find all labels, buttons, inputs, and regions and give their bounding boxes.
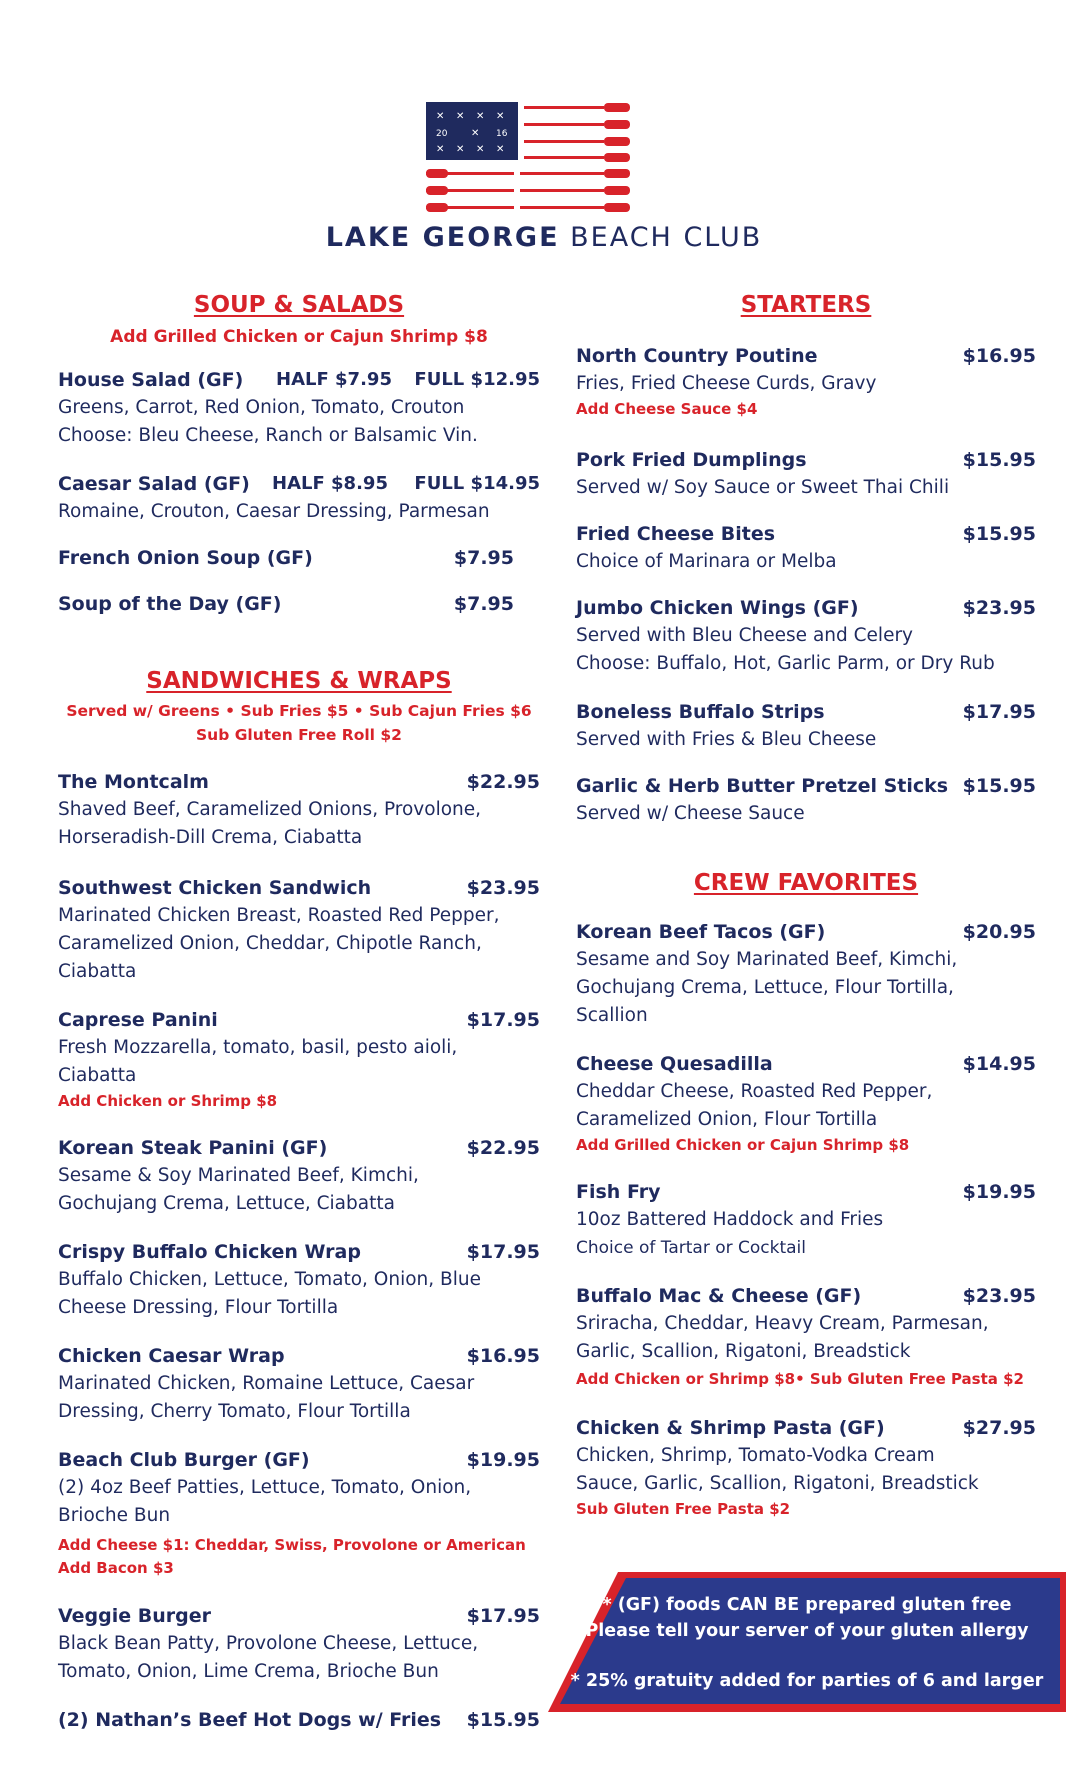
menu-item-buffalo-strips: Boneless Buffalo Strips $17.95 Served with Fries & Bleu Cheese xyxy=(576,701,1036,750)
svg-text:20: 20 xyxy=(436,129,448,139)
menu-item-beach-club-burger: Beach Club Burger (GF) $19.95 (2) 4oz Beef Patties, Lettuce, Tomato, Onion, Brioche Bun Add Cheese $1: Cheddar, Swiss, Provolone or American Add Bacon $3 xyxy=(58,1449,540,1577)
menu-item-chicken-shrimp-pasta: Chicken & Shrimp Pasta (GF) $27.95 Chicken, Shrimp, Tomato-Vodka Cream Sauce, Garlic, Scallion, Rigatoni, Breadstick Sub Gluten Free Pasta $2 xyxy=(576,1417,1036,1518)
menu-item-cheese-bites: Fried Cheese Bites $15.95 Choice of Marinara or Melba xyxy=(576,523,1036,572)
menu-item-hot-dogs: (2) Nathan’s Beef Hot Dogs w/ Fries $15.95 xyxy=(58,1709,540,1731)
menu-item-pork-dumplings: Pork Fried Dumplings $15.95 Served w/ Soy Sauce or Sweet Thai Chili xyxy=(576,449,1036,498)
svg-text:✕: ✕ xyxy=(476,144,485,155)
svg-text:✕: ✕ xyxy=(436,111,445,122)
menu-item-fish-fry: Fish Fry $19.95 10oz Battered Haddock and Fries Choice of Tartar or Cocktail xyxy=(576,1181,1036,1258)
menu-item-chicken-caesar-wrap: Chicken Caesar Wrap $16.95 Marinated Chicken, Romaine Lettuce, Caesar Dressing, Cherry Tomato, Flour Tortilla xyxy=(58,1345,540,1422)
starters-title: STARTERS xyxy=(740,292,872,318)
notice-line-2: Please tell your server of your gluten allergy xyxy=(585,1621,1029,1641)
brand-name: LAKE GEORGE BEACH CLUB xyxy=(325,222,763,253)
svg-text:✕: ✕ xyxy=(456,111,465,122)
menu-item-korean-steak-panini: Korean Steak Panini (GF) $22.95 Sesame & Soy Marinated Beef, Kimchi, Gochujang Crema, Lettuce, Ciabatta xyxy=(58,1137,540,1214)
menu-item-house-salad: House Salad (GF) HALF $7.95 FULL $12.95 Greens, Carrot, Red Onion, Tomato, Crouton Choose: Bleu Cheese, Ranch or Balsamic Vin. xyxy=(58,369,540,446)
menu-item-korean-beef-tacos: Korean Beef Tacos (GF) $20.95 Sesame and Soy Marinated Beef, Kimchi, Gochujang Crema, Lettuce, Flour Tortilla, Scallion xyxy=(576,921,1036,1026)
menu-item-soup-of-the-day: Soup of the Day (GF) $7.95 xyxy=(58,593,514,615)
oar-flag-icon xyxy=(426,102,632,222)
menu-item-buffalo-mac: Buffalo Mac & Cheese (GF) $23.95 Sriracha, Cheddar, Heavy Cream, Parmesan, Garlic, Scallion, Rigatoni, Breadstick Add Chicken or Shrimp $8• Sub Gluten Free Pasta $2 xyxy=(576,1285,1036,1388)
sandwiches-note-2: Sub Gluten Free Roll $2 xyxy=(196,726,402,744)
menu-item-pretzel-sticks: Garlic & Herb Butter Pretzel Sticks $15.95 Served w/ Cheese Sauce xyxy=(576,775,1036,824)
menu-item-caesar-salad: Caesar Salad (GF) HALF $8.95 FULL $14.95 Romaine, Crouton, Caesar Dressing, Parmesan xyxy=(58,473,540,522)
svg-text:✕: ✕ xyxy=(476,111,485,122)
menu-item-poutine: North Country Poutine $16.95 Fries, Fried Cheese Curds, Gravy Add Cheese Sauce $4 xyxy=(576,345,1036,418)
svg-text:✕: ✕ xyxy=(436,144,445,155)
menu-item-buffalo-chicken-wrap: Crispy Buffalo Chicken Wrap $17.95 Buffalo Chicken, Lettuce, Tomato, Onion, Blue Cheese Dressing, Flour Tortilla xyxy=(58,1241,540,1318)
menu-item-cheese-quesadilla: Cheese Quesadilla $14.95 Cheddar Cheese, Roasted Red Pepper, Caramelized Onion, Flour Tortilla Add Grilled Chicken or Cajun Shrimp $8 xyxy=(576,1053,1036,1154)
svg-text:✕: ✕ xyxy=(496,144,505,155)
sandwiches-title: SANDWICHES & WRAPS xyxy=(146,668,452,694)
soup-salads-title: SOUP & SALADS xyxy=(193,292,405,318)
notice-line-1: * (GF) foods CAN BE prepared gluten free xyxy=(602,1595,1012,1615)
menu-item-caprese-panini: Caprese Panini $17.95 Fresh Mozzarella, tomato, basil, pesto aioli, Ciabatta Add Chicken or Shrimp $8 xyxy=(58,1009,540,1110)
gluten-notice-box xyxy=(548,1572,1066,1712)
svg-text:✕: ✕ xyxy=(456,144,465,155)
menu-item-veggie-burger: Veggie Burger $17.95 Black Bean Patty, Provolone Cheese, Lettuce, Tomato, Onion, Lime Crema, Brioche Bun xyxy=(58,1605,540,1682)
menu-item-southwest-chicken: Southwest Chicken Sandwich $23.95 Marinated Chicken Breast, Roasted Red Pepper, Caramelized Onion, Cheddar, Chipotle Ranch, Ciabatta xyxy=(58,877,540,982)
menu-item-french-onion-soup: French Onion Soup (GF) $7.95 xyxy=(58,547,514,569)
soup-salads-note: Add Grilled Chicken or Cajun Shrimp $8 xyxy=(110,327,488,347)
menu-item-montcalm: The Montcalm $22.95 Shaved Beef, Caramelized Onions, Provolone, Horseradish-Dill Crema, Ciabatta xyxy=(58,771,540,848)
crew-favorites-title: CREW FAVORITES xyxy=(693,870,919,896)
menu-item-chicken-wings: Jumbo Chicken Wings (GF) $23.95 Served with Bleu Cheese and Celery Choose: Buffalo, Hot, Garlic Parm, or Dry Rub xyxy=(576,597,1036,674)
svg-text:✕: ✕ xyxy=(496,111,505,122)
svg-text:✕: ✕ xyxy=(471,128,480,139)
svg-text:16: 16 xyxy=(496,129,508,139)
notice-line-3: * 25% gratuity added for parties of 6 and larger xyxy=(570,1671,1044,1691)
sandwiches-note-1: Served w/ Greens • Sub Fries $5 • Sub Cajun Fries $6 xyxy=(66,702,532,720)
